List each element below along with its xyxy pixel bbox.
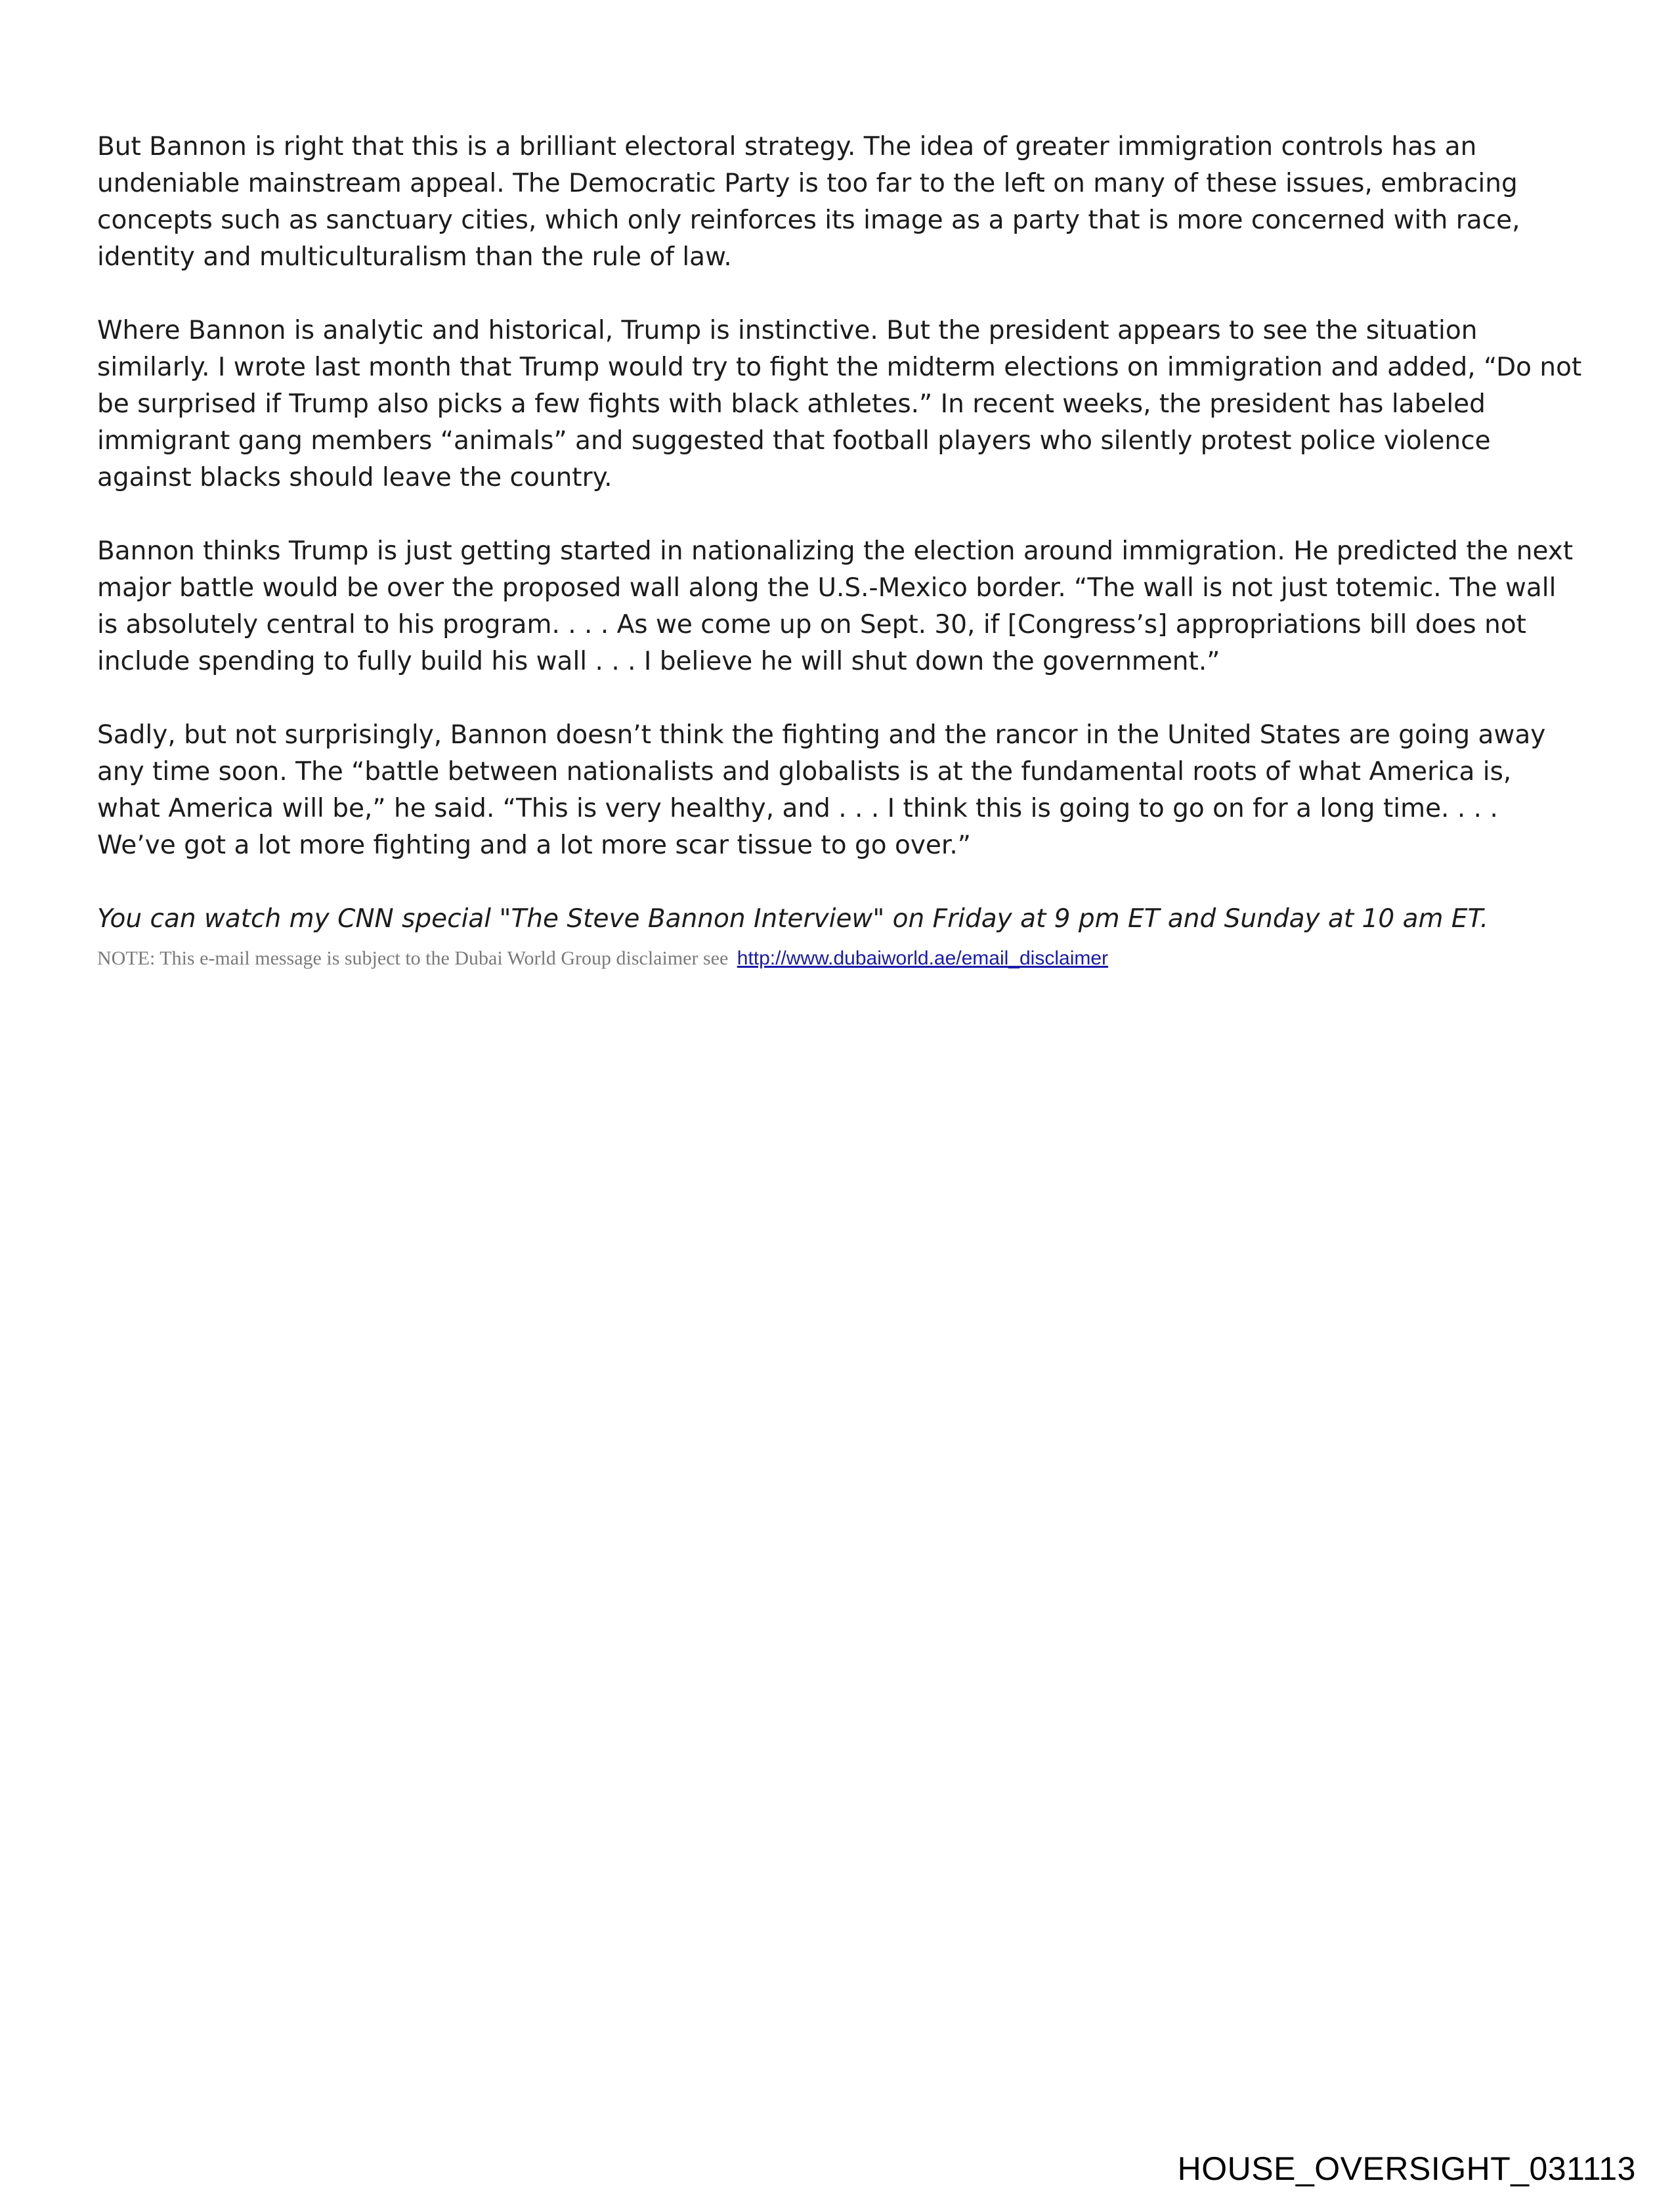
disclaimer-link[interactable]: http://www.dubaiworld.ae/email_disclaimer	[737, 947, 1109, 969]
email-disclaimer	[97, 945, 1582, 972]
closing-note: You can watch my CNN special "The Steve Bannon Interview" on Friday at 9 pm ET and Sunday at 10 am ET.	[97, 904, 1489, 934]
disclaimer-text: NOTE: This e-mail message is subject to the Dubai World Group disclaimer see	[97, 947, 729, 969]
paragraph-nationalists-globalists: Sadly, but not surprisingly, Bannon doesn’t think the fighting and the rancor in the United States are going away any time soon. The “battle between nationalists and globalists is at the fundamental roots of what America is, what America will be,” he said. “This is very healthy, and . . . I think this is going to go on for a long time. . . . We’ve got a lot more fighting and a lot more scar tissue to go over.”	[97, 720, 1546, 860]
paragraph-border-wall: Bannon thinks Trump is just getting started in nationalizing the election around immigration. He predicted the next major battle would be over the proposed wall along the U.S.-Mexico border. “The wall is not just totemic. The wall is absolutely central to his program. . . . As we come up on Sept. 30, if [Congress’s] appropriations bill does not include spending to fully build his wall . . . I believe he will shut down the government.”	[97, 536, 1574, 676]
bates-number: HOUSE_OVERSIGHT_031113	[1177, 2150, 1636, 2187]
paragraph-electoral-strategy: But Bannon is right that this is a brilliant electoral strategy. The idea of greater immigration controls has an undeniable mainstream appeal. The Democratic Party is too far to the left on many of these issues, embracing concepts such as sanctuary cities, which only reinforces its image as a party that is more concerned with race, identity and multiculturalism than the rule of law.	[97, 132, 1520, 272]
paragraph-trump-instinctive: Where Bannon is analytic and historical, Trump is instinctive. But the president appears to see the situation similarly. I wrote last month that Trump would try to fight the midterm elections on immigration and added, “Do not be surprised if Trump also picks a few fights with black athletes.” In recent weeks, the president has labeled immigrant gang members “animals” and suggested that football players who silently protest police violence against blacks should leave the country.	[97, 316, 1582, 492]
document-body	[97, 129, 1582, 972]
